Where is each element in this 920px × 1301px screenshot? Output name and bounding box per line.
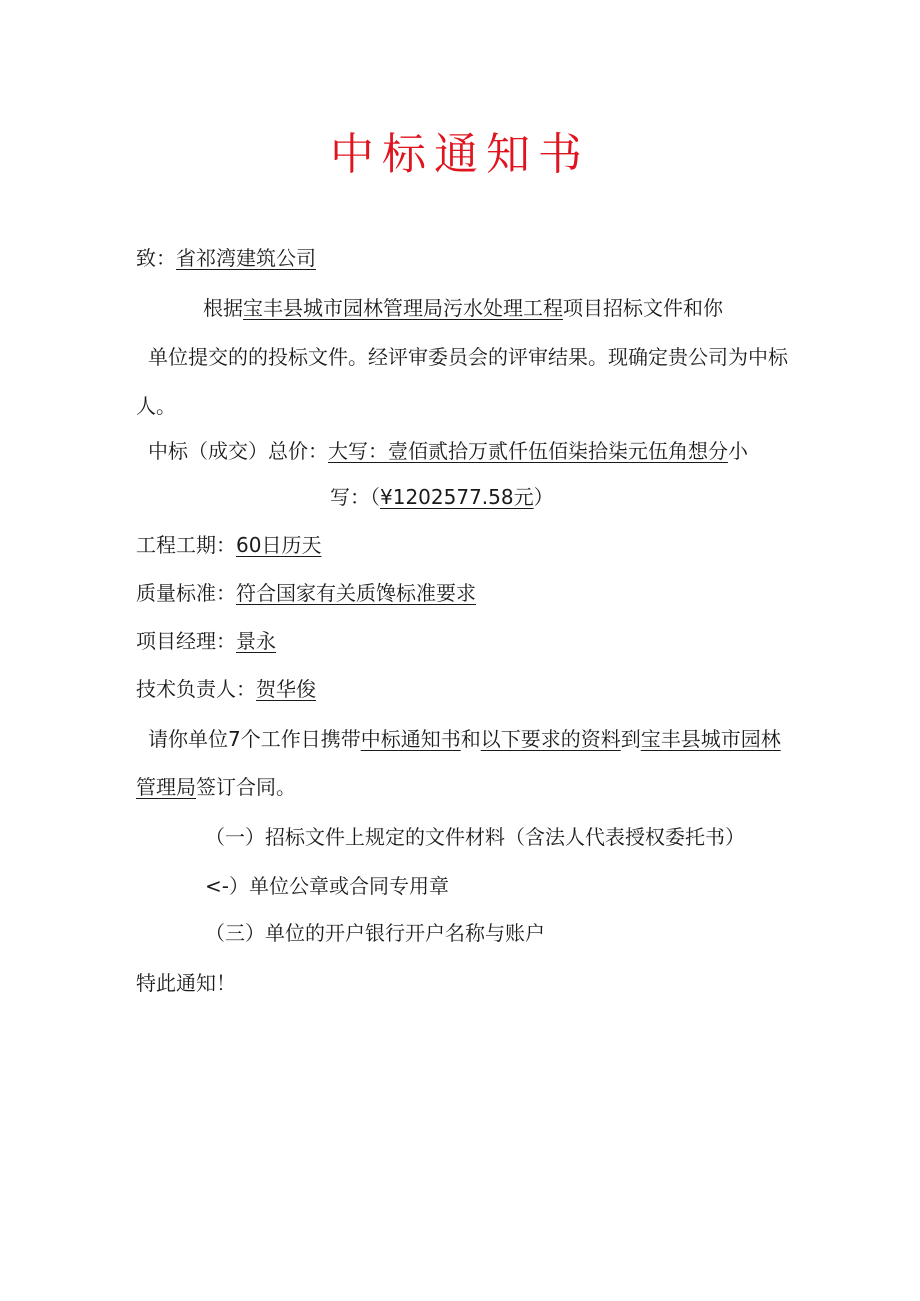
request-text: 到: [620, 727, 641, 751]
request-location: 管理局: [136, 775, 196, 799]
price-line: [148, 437, 748, 465]
request-doc: 中标通知书: [360, 727, 461, 751]
request-materials: 以下要求的资料: [480, 727, 621, 751]
paragraph-line-2: 单位提交的的投标文件。经评审委员会的评审结果。现确定贵公司为中标: [148, 345, 788, 369]
recipient-prefix: 致：: [136, 246, 176, 270]
paragraph-text: 根据: [203, 296, 243, 320]
quality-value: 符合国家有关质馋标准要求: [236, 581, 476, 605]
price-text: 写：（: [330, 485, 380, 509]
manager-label: 项目经理：: [136, 629, 236, 653]
manager-line: [136, 627, 276, 655]
paragraph-line-3: 人。: [136, 394, 176, 418]
tech-value: 贺华俊: [256, 677, 316, 701]
recipient-company: 省祁湾建筑公司: [176, 246, 316, 270]
request-line-1: [148, 725, 781, 753]
quality-line: [136, 579, 476, 607]
document-title: 中标通知书: [330, 129, 590, 180]
tech-label: 技术负责人：: [136, 677, 256, 701]
price-amount: ¥1202577.58元: [380, 485, 534, 509]
request-text: 请你单位7个工作日携带: [148, 727, 361, 751]
price-text: ）: [533, 485, 554, 509]
request-location: 宝丰县城市园林: [640, 727, 781, 751]
tech-line: [136, 675, 316, 703]
project-name: 宝丰县城市园林管理局污水处理工程: [243, 296, 563, 320]
price-in-words: 大写：壹佰贰拾万贰仟伍佰柒拾柒元伍角想分: [328, 439, 728, 463]
list-item: <-）单位公章或合同专用章: [205, 874, 449, 898]
price-text: 小: [728, 439, 748, 463]
recipient-line: [136, 244, 316, 272]
request-line-2: [136, 773, 296, 801]
period-value: 60日历天: [236, 533, 322, 557]
quality-label: 质量标准：: [136, 581, 236, 605]
price-label: 中标（成交）总价：: [148, 439, 328, 463]
manager-value: 景永: [236, 629, 276, 653]
period-label: 工程工期：: [136, 533, 236, 557]
request-text: 和: [460, 727, 481, 751]
paragraph-line-1: [203, 294, 723, 322]
list-item: （三）单位的开户银行开户名称与账户: [205, 921, 545, 945]
paragraph-text: 项目招标文件和你: [563, 296, 723, 320]
closing-line: 特此通知！: [136, 971, 236, 995]
list-item: （一）招标文件上规定的文件材料（含法人代表授权委托书）: [205, 825, 745, 849]
request-text: 签订合同。: [196, 775, 296, 799]
period-line: [136, 531, 321, 559]
price-amount-line: [330, 483, 554, 511]
